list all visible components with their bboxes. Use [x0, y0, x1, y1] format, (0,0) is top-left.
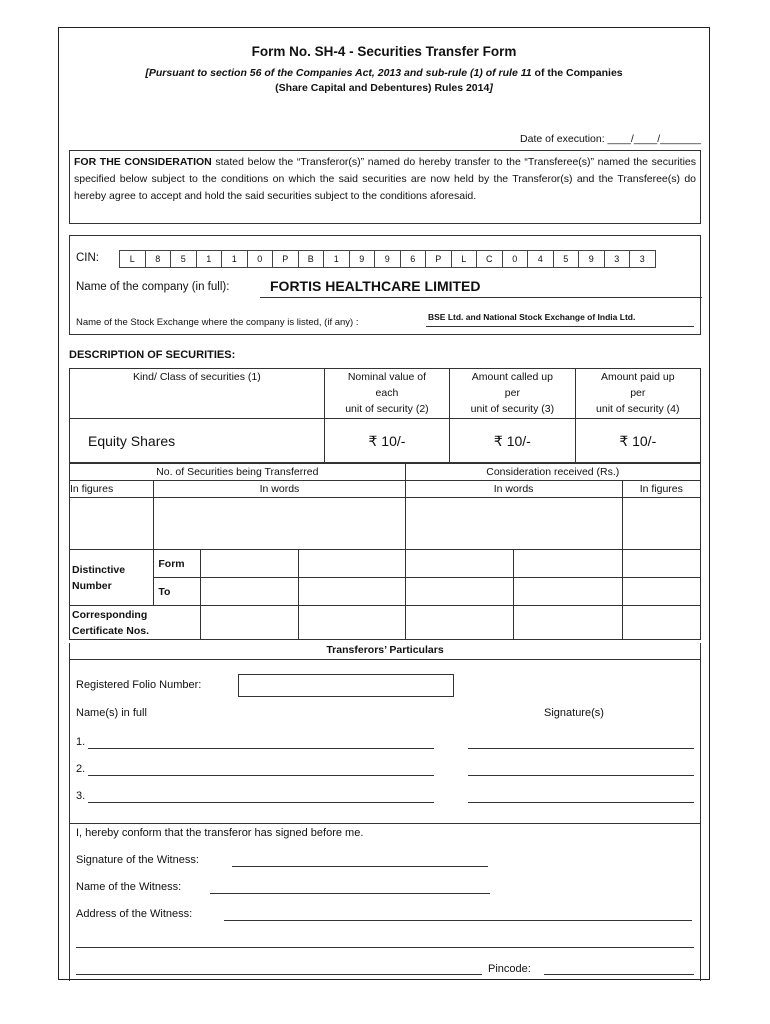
name-3-field[interactable] [88, 790, 434, 803]
folio-label: Registered Folio Number: [76, 679, 202, 691]
form-cell-4[interactable] [514, 550, 623, 578]
form-cell-2[interactable] [299, 550, 406, 578]
signature-2-field[interactable] [468, 763, 694, 776]
cert-cell-2[interactable] [299, 606, 406, 640]
divider [70, 823, 700, 824]
form-cell-5[interactable] [622, 550, 700, 578]
folio-input[interactable] [238, 674, 454, 697]
cert-cell-5[interactable] [622, 606, 700, 640]
form-label: Form [154, 550, 200, 578]
cin-cell[interactable]: 5 [170, 250, 197, 268]
cin-cell[interactable]: C [476, 250, 503, 268]
col-nominal-header: Nominal value of each unit of security (2) [324, 369, 449, 419]
cin-cell[interactable]: L [119, 250, 146, 268]
distinctive-number-label: Distinctive Number [70, 550, 154, 606]
to-cell-2[interactable] [299, 578, 406, 606]
cert-cell-1[interactable] [200, 606, 298, 640]
witness-name-label: Name of the Witness: [76, 881, 182, 893]
witness-address-field-1[interactable] [224, 908, 692, 921]
cin-cell[interactable]: P [425, 250, 452, 268]
called-value[interactable]: ₹ 10/- [450, 419, 575, 463]
cin-cell[interactable]: 5 [553, 250, 580, 268]
cin-cell[interactable]: 6 [400, 250, 427, 268]
form-title: Form No. SH-4 - Securities Transfer Form [251, 44, 517, 59]
consideration-text: FOR THE CONSIDERATION stated below the “Transferor(s)” named do hereby transfer to the “Transferee(s)” named the securities specified below subject to the conditions on which the said securities are now held by the Transferor(s) and the Transferee(s) do hereby agree to accept and hold the said securities subject to the conditions aforesaid. [69, 150, 701, 224]
paid-value[interactable]: ₹ 10/- [575, 419, 700, 463]
consideration-words-input[interactable] [405, 498, 622, 550]
name-2-field[interactable] [88, 763, 434, 776]
form-frame [58, 27, 710, 980]
cin-cell[interactable]: 0 [502, 250, 529, 268]
witness-address-label: Address of the Witness: [76, 908, 193, 920]
words-input[interactable] [154, 498, 405, 550]
divider [70, 659, 700, 660]
cin-cell[interactable]: 1 [323, 250, 350, 268]
witness-name-field[interactable] [210, 881, 490, 894]
in-words-header: In words [154, 481, 405, 498]
cin-cell[interactable]: 4 [527, 250, 554, 268]
cin-cells[interactable] [120, 250, 656, 268]
certificate-nos-label: Corresponding Certificate Nos. [70, 606, 201, 640]
witness-address-field-2[interactable] [76, 935, 694, 948]
transferors-heading: Transferors’ Particulars [326, 644, 444, 656]
in-figures-header: In figures [70, 481, 154, 498]
stock-exchange-field[interactable]: BSE Ltd. and National Stock Exchange of India Ltd. [426, 312, 694, 327]
cin-label: CIN: [76, 252, 99, 264]
no-transferred-header: No. of Securities being Transferred [70, 464, 406, 481]
in-figures-header-2: In figures [622, 481, 700, 498]
witness-signature-label: Signature of the Witness: [76, 854, 199, 866]
cert-cell-3[interactable] [405, 606, 514, 640]
form-subtitle: [Pursuant to section 56 of the Companies Act, 2013 and sub-rule (1) of rule 11 of the Companies (Share Capital and Debentures) Rules 2014] [145, 67, 623, 94]
cin-cell[interactable]: 3 [604, 250, 631, 268]
cin-cell[interactable]: 9 [578, 250, 605, 268]
to-cell-5[interactable] [622, 578, 700, 606]
to-label: To [154, 578, 200, 606]
description-heading: DESCRIPTION OF SECURITIES: [69, 349, 236, 361]
consideration-figures-input[interactable] [622, 498, 700, 550]
pincode-field[interactable] [544, 962, 694, 975]
consideration-header: Consideration received (Rs.) [405, 464, 700, 481]
cin-cell[interactable]: 1 [221, 250, 248, 268]
securities-description-table [69, 368, 701, 463]
col-paid-header: Amount paid up per unit of security (4) [575, 369, 700, 419]
cin-cell[interactable]: L [451, 250, 478, 268]
names-label: Name(s) in full [76, 707, 147, 719]
pincode-label: Pincode: [488, 963, 531, 975]
cert-cell-4[interactable] [514, 606, 623, 640]
name-1-label: 1. [76, 736, 86, 748]
kind-value[interactable]: Equity Shares [70, 419, 325, 463]
col-kind-header: Kind/ Class of securities (1) [70, 369, 325, 419]
witness-signature-field[interactable] [232, 854, 488, 867]
form-cell-1[interactable] [200, 550, 298, 578]
cin-cell[interactable]: 3 [629, 250, 656, 268]
name-2-label: 2. [76, 763, 86, 775]
cin-cell[interactable]: 8 [145, 250, 172, 268]
in-words-header-2: In words [405, 481, 622, 498]
cin-cell[interactable]: B [298, 250, 325, 268]
company-info-box [69, 235, 701, 335]
signatures-label: Signature(s) [544, 707, 604, 719]
cin-cell[interactable]: 9 [374, 250, 401, 268]
to-cell-3[interactable] [405, 578, 514, 606]
to-cell-4[interactable] [514, 578, 623, 606]
figures-input[interactable] [70, 498, 154, 550]
nominal-value[interactable]: ₹ 10/- [324, 419, 449, 463]
name-3-label: 3. [76, 790, 86, 802]
form-cell-3[interactable] [405, 550, 514, 578]
company-name-field[interactable]: FORTIS HEALTHCARE LIMITED [260, 278, 702, 298]
col-called-header: Amount called up per unit of security (3) [450, 369, 575, 419]
stock-exchange-label: Name of the Stock Exchange where the company is listed, (if any) : [76, 317, 359, 328]
signature-3-field[interactable] [468, 790, 694, 803]
date-of-execution[interactable]: Date of execution: ____/____/_______ [520, 133, 701, 145]
to-cell-1[interactable] [200, 578, 298, 606]
cin-cell[interactable]: 0 [247, 250, 274, 268]
cin-cell[interactable]: 9 [349, 250, 376, 268]
signature-1-field[interactable] [468, 736, 694, 749]
cin-cell[interactable]: P [272, 250, 299, 268]
name-1-field[interactable] [88, 736, 434, 749]
confirm-text: I, hereby conform that the transferor has signed before me. [76, 827, 364, 839]
witness-address-field-3[interactable] [76, 962, 482, 975]
company-name-label: Name of the company (in full): [76, 281, 230, 293]
cin-cell[interactable]: 1 [196, 250, 223, 268]
transferors-section [69, 643, 701, 981]
securities-transfer-table [69, 463, 701, 640]
